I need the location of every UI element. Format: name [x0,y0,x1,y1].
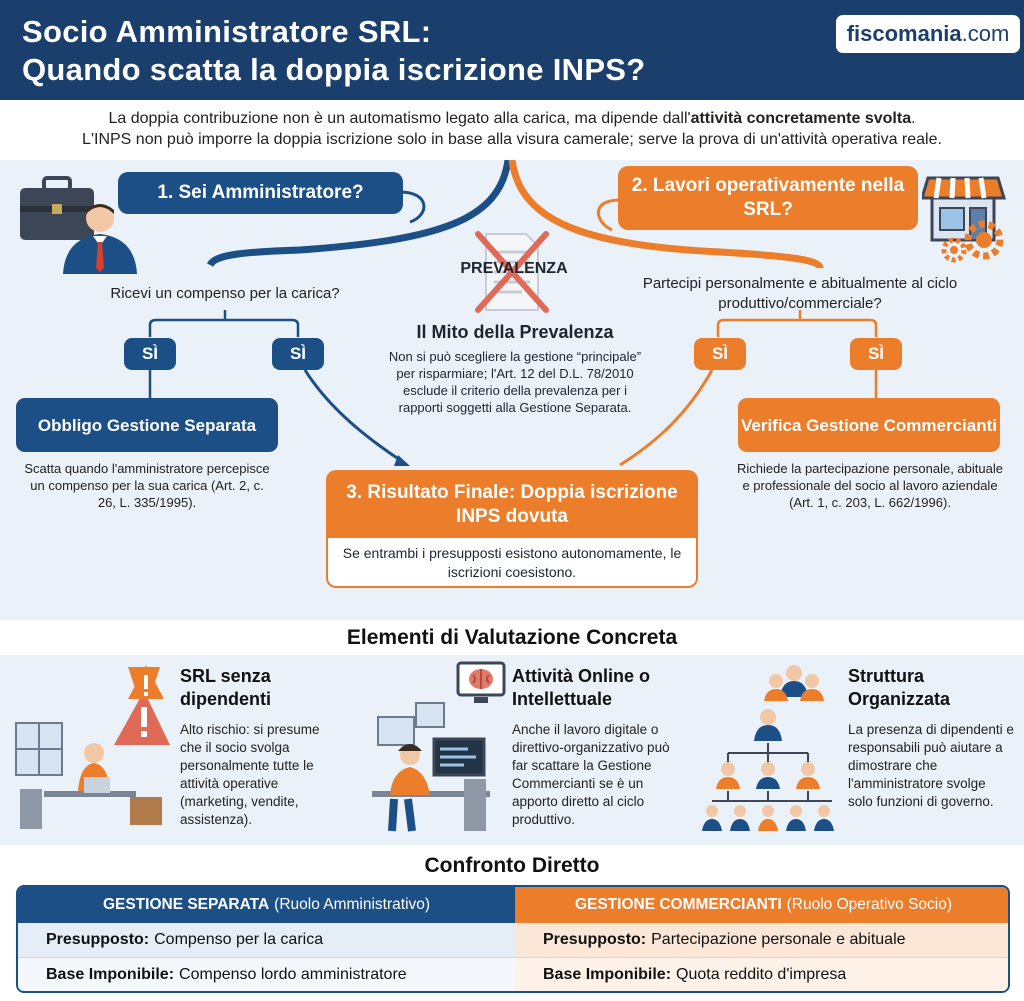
comparison-title: Confronto Diretto [424,854,600,877]
element-2-title: Attività Online o Intellettuale [512,666,651,709]
row1-left-label: Presupposto: [46,931,150,948]
intro-line1-bold: attività concretamente svolta [690,110,912,127]
logo-domain: .com [961,21,1010,46]
header [0,0,1024,100]
intro-text [0,100,1024,162]
table-cell-r1-left [18,923,515,957]
row2-right-label: Base Imponibile: [543,965,672,983]
header-commercianti-rest: (Ruolo Operativo Socio) [786,896,953,913]
header-separata-bold: GESTIONE SEPARATA [102,896,270,913]
row1-right-value: Partecipazione personale e abituale [651,931,906,948]
gear-icon [940,218,1012,264]
note-gestione-separata: Scatta quando l'amministratore percepisce un compenso per la sua carica (Art. 2, c. 26, L. 335/1995). [24,461,270,510]
question-2-text: Partecipi personalmente e abitualmente al ciclo produttivo/commerciale? [642,275,958,312]
yes-badge-left-1: SÌ [124,338,176,370]
final-result-text: Se entrambi i presupposti esistono autonomamente, le iscrizioni coesistono. [326,538,698,588]
myth-text: Non si può scegliere la gestione “principale” per risparmiare; l'Art. 12 del D.L. 78/2010 esclude il criterio della prevalenza per i rapporti soggetti alla Gestione Separata. [388,349,642,415]
element-1-text: Alto rischio: si presume che il socio svolga personalmente tutte le attività operative (marketing, vendite, assistenza). [180,722,320,827]
result-gestione-commercianti: Verifica Gestione Commercianti [738,398,1000,452]
row1-right-label: Presupposto: [543,931,647,948]
fiscomania-logo[interactable] [836,15,1020,53]
myth-title: Il Mito della Prevalenza [416,322,614,342]
table-cell-r1-right [515,923,1010,957]
result-gestione-separata: Obbligo Gestione Separata [16,398,278,452]
table-cell-r2-right [515,957,1010,991]
table-header-commercianti [515,887,1010,923]
header-commercianti-bold: GESTIONE COMMERCIANTI [574,896,782,913]
intro-line1-prefix: La doppia contribuzione non è un automatismo legato alla carica, ma dipende dall' [108,110,691,127]
page-title [22,13,646,89]
logo-brand: fiscomania [846,21,962,46]
row2-left-label: Base Imponibile: [46,965,175,983]
question-2-badge: 2. Lavori operativamente nella SRL? [618,166,918,230]
table-cell-r2-left [18,957,515,991]
elements-section [0,655,1024,845]
yes-badge-right-2: SÌ [850,338,902,370]
intro-line2: L'INPS non può imporre la doppia iscrizione solo in base alla visura camerale; serve la prova di un'attività operativa reale. [82,131,942,148]
table-header-separata [18,887,515,923]
title-line-1: Socio Amministratore SRL: [22,14,432,49]
header-separata-rest: (Ruolo Amministrativo) [274,896,431,913]
elements-title: Elementi di Valutazione Concreta [346,626,678,649]
element-2-text: Anche il lavoro digitale o direttivo-organizzativo può far scattare la Gestione Commercianti se è un apporto diretto al ciclo produttivo. [512,722,670,827]
element-1-title: SRL senza dipendenti [180,666,271,709]
question-1-badge: 1. Sei Amministratore? [118,172,403,214]
row2-right-value: Quota reddito d'impresa [676,965,847,983]
warning-icon [126,663,166,703]
decision-flow [0,160,1024,620]
intro-line1-suffix: . [911,110,916,127]
final-result-badge: 3. Risultato Finale: Doppia iscrizione INPS dovuta [326,470,698,540]
yes-badge-right-1: SÌ [694,338,746,370]
row1-left-value: Compenso per la carica [154,931,324,948]
org-chart-icon [700,661,850,839]
row2-left-value: Compenso lordo amministratore [179,965,407,983]
prevalenza-label: PREVALENZA [460,260,568,277]
element-3-title: Struttura Organizzata [848,666,951,709]
yes-badge-left-2: SÌ [272,338,324,370]
comparison-table [16,885,1010,993]
title-line-2: Quando scatta la doppia iscrizione INPS? [22,52,646,87]
question-1-text: Ricevi un compenso per la carica? [110,285,340,302]
note-gestione-commercianti: Richiede la partecipazione personale, abituale e professionale del socio al lavoro aziendale (Art. 1, c. 203, L. 662/1996). [737,461,1003,510]
brain-monitor-icon [456,661,506,705]
element-3-text: La presenza di dipendenti e responsabili può aiutare a dimostrare che l'amministratore svolge solo funzioni di governo. [848,722,1014,809]
